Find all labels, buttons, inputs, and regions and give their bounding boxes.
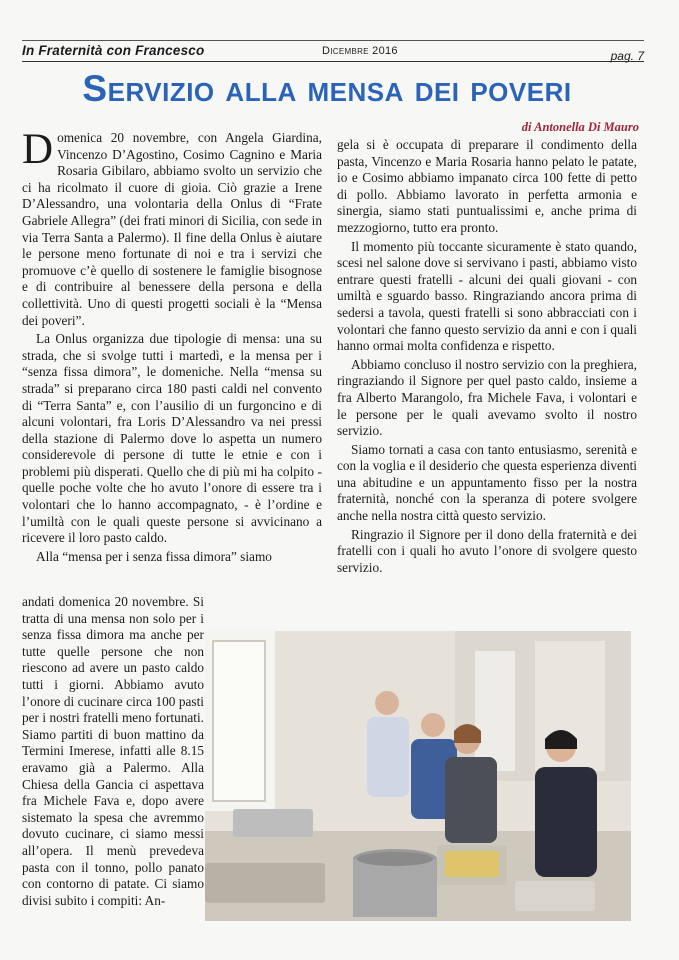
page-header [22, 40, 644, 62]
header-rule-bottom [22, 61, 644, 62]
issue-month: Dicembre 2016 [322, 45, 398, 57]
article-photo [205, 631, 631, 921]
paragraph-2: La Onlus organizza due tipologie di mensa: una su strada, che si svolge tutti i martedì, e la mensa per i “senza fissa dimora”, le domeniche. Nella “mensa su strada” si preparano circa 180 pasti caldi nel convento di “Terra Santa” e, con l’ausilio di un furgoncino e di alcuni volontari, fra Loris D’Alessandro va nei pressi della stazione di Palermo dove lo aspetta un numero considerevole di persone di tutte le etnie e con i problemi più disperati. Quello che di più mi ha colpito - quelle poche volte che ho avuto l’onore di essere tra i volontari che lo hanno accompagnato, - è l’ordine e l’umiltà con le quali queste persone si avvicinano a ricevere il loro pasto caldo. [22, 331, 322, 546]
paragraph-3-continued: andati domenica 20 novembre. Si tratta di una mensa non solo per i senza fissa dimora ma anche per tutte quelle persone che non riescono ad avere un pasto caldo tutti i giorni. Abbiamo avuto l’onore di cucinare circa 100 pasti per i nostri fratelli meno fortunati. Siamo partiti di buon mattino da Termini Imerese, infatti alle 8.15 eravamo già a Palermo. Alla Chiesa della Gancia ci aspettava fra Michele Fava e, dopo avere sistemato la spesa che avremmo dovuto cucinare, ci siamo messi all’opera. Il menù prevedeva pasta con il tonno, pollo panato con contorno di patate. Ci siamo divisi subito i compiti: An- [22, 594, 204, 908]
drop-cap: D [22, 126, 54, 173]
article-column-left-narrow [22, 594, 204, 911]
paragraph-1-text: omenica 20 novembre, con Angela Giardina, Vincenzo D’Agostino, Cosimo Cagnino e Maria Rosaria Gibilaro, abbiamo svolto un servizio che ci ha ricolmato il cuore di gioia. Ciò grazie a Irene D’Alessandro, una volontaria della Onlus di “Frate Gabriele Allegra” (dei frati minori di Sicilia, con sede in via Terra Santa a Palermo). Il fine della Onlus è aiutare le persone meno fortunate di noi e tra i servizi che promuove c’è quello di sostenere le famiglie bisognose e di contribuire al benessere della persona e della collettività. Uno di questi progetti sociali è la “Mensa dei poveri”. [22, 130, 322, 328]
paragraph-6: Abbiamo concluso il nostro servizio con la preghiera, ringraziando il Signore per quel pasto caldo, insieme a fra Alberto Marangolo, fra Michele Fava, i volontari e le persone per le quali avevamo svolto il nostro servizio. [337, 356, 637, 439]
paragraph-5: Il momento più toccante sicuramente è stato quando, scesi nel salone dove si servivano i pasti, abbiamo visto entrare questi fratelli - alcuni dei quali giovani - con umiltà e sguardo basso. Ringraziando ancora prima di sedersi a tavola, questi fratelli si sono abbracciati con i volontari che fanno questo servizio da anni e con i quali hanno ormai molta confidenza e rispetto. [337, 238, 637, 354]
paragraph-4: gela si è occupata di preparare il condimento della pasta, Vincenzo e Maria Rosaria hanno pelato le patate, io e Cosimo abbiamo impanato circa 100 fette di petto di pollo. Abbiamo lavorato in perfetta armonia e sinergia, siamo stati puntualissimi e, anche prima di mezzogiorno, tutto era pronto. [337, 137, 637, 235]
paragraph-7: Siamo tornati a casa con tanto entusiasmo, serenità e con la voglia e il desiderio che questa esperienza diventi una abitudine e un appuntamento fisso per la nostra fraternità, nonché con la speranza di potere svolgere anche nella nostra città questo servizio. [337, 441, 637, 524]
article-byline: di Antonella Di Mauro [521, 120, 639, 134]
header-rule-top [22, 40, 644, 41]
article-column-left [22, 126, 322, 567]
paragraph-8: Ringrazio il Signore per il dono della fraternità e dei fratelli con i quali ho avuto l’onore di svolgere questo servizio. [337, 526, 637, 575]
volunteers-kitchen-illustration [205, 631, 631, 921]
page-number: pag. 7 [610, 49, 644, 63]
paragraph-3-start: Alla “mensa per i senza fissa dimora” siamo [36, 548, 272, 564]
article-title: Servizio alla mensa dei poveri [82, 68, 572, 109]
article-column-right [337, 137, 637, 578]
magazine-name: In Fraternità con Francesco [22, 43, 205, 58]
paragraph-1 [22, 126, 322, 329]
